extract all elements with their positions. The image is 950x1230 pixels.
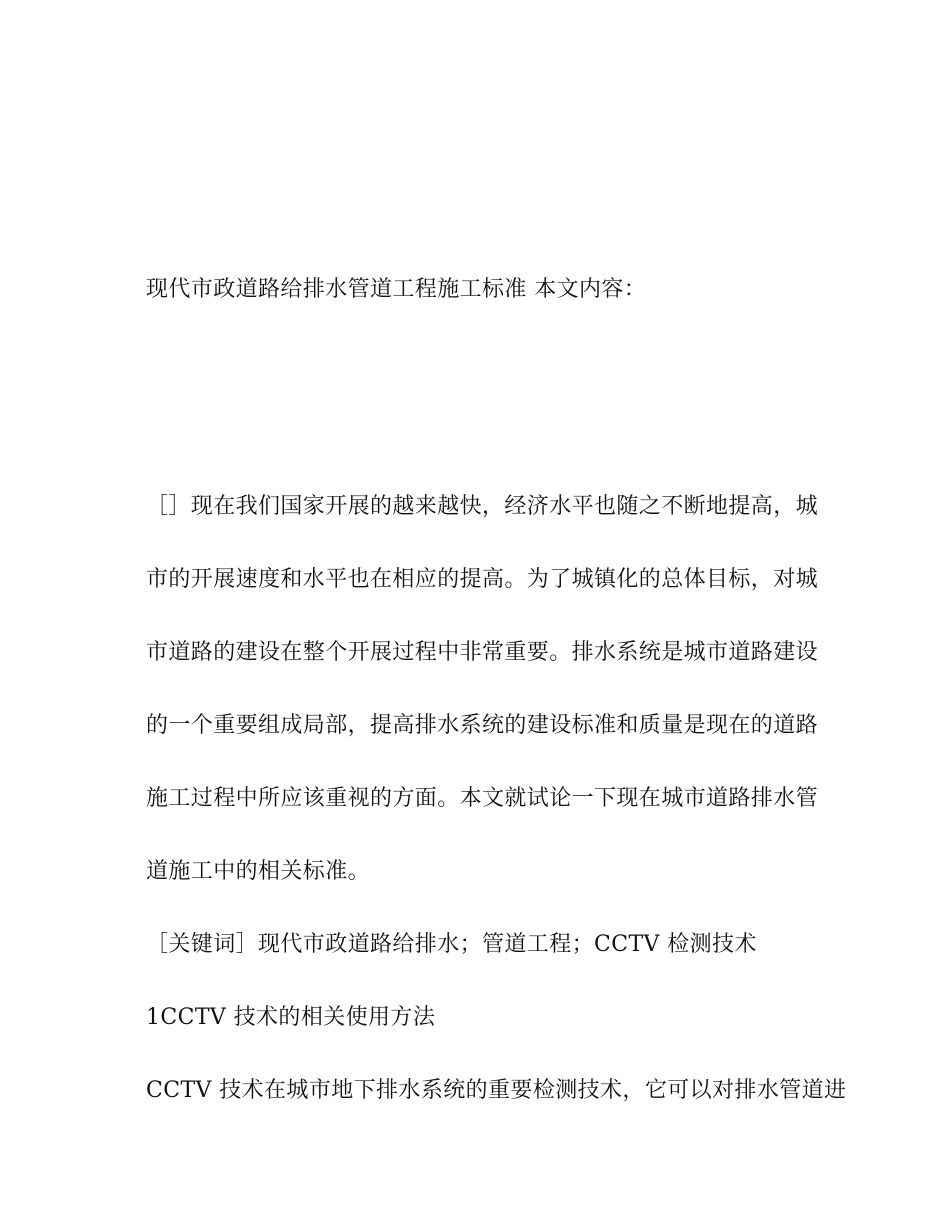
abstract-line-6: 道施工中的相关标准。 — [146, 859, 371, 884]
abstract-line-3: 市道路的建设在整个开展过程中非常重要。排水系统是城市道路建设 — [146, 640, 819, 665]
section-heading: 1CCTV 技术的相关使用方法 — [146, 1005, 436, 1030]
abstract-line-5: 施工过程中所应该重视的方面。本文就试论一下现在城市道路排水管 — [146, 786, 819, 811]
keywords-line: ［关键词］现代市政道路给排水；管道工程；CCTV 检测技术 — [146, 932, 757, 957]
document-title: 现代市政道路给排水管道工程施工标准 本文内容： — [146, 277, 647, 302]
abstract-line-2: 市的开展速度和水平也在相应的提高。为了城镇化的总体目标，对城 — [146, 567, 819, 592]
body-text-line: CCTV 技术在城市地下排水系统的重要检测技术，它可以对排水管道进 — [146, 1078, 847, 1103]
abstract-line-1: ［］现在我们国家开展的越来越快，经济水平也随之不断地提高，城 — [146, 494, 819, 519]
abstract-line-4: 的一个重要组成局部，提高排水系统的建设标准和质量是现在的道路 — [146, 713, 819, 738]
